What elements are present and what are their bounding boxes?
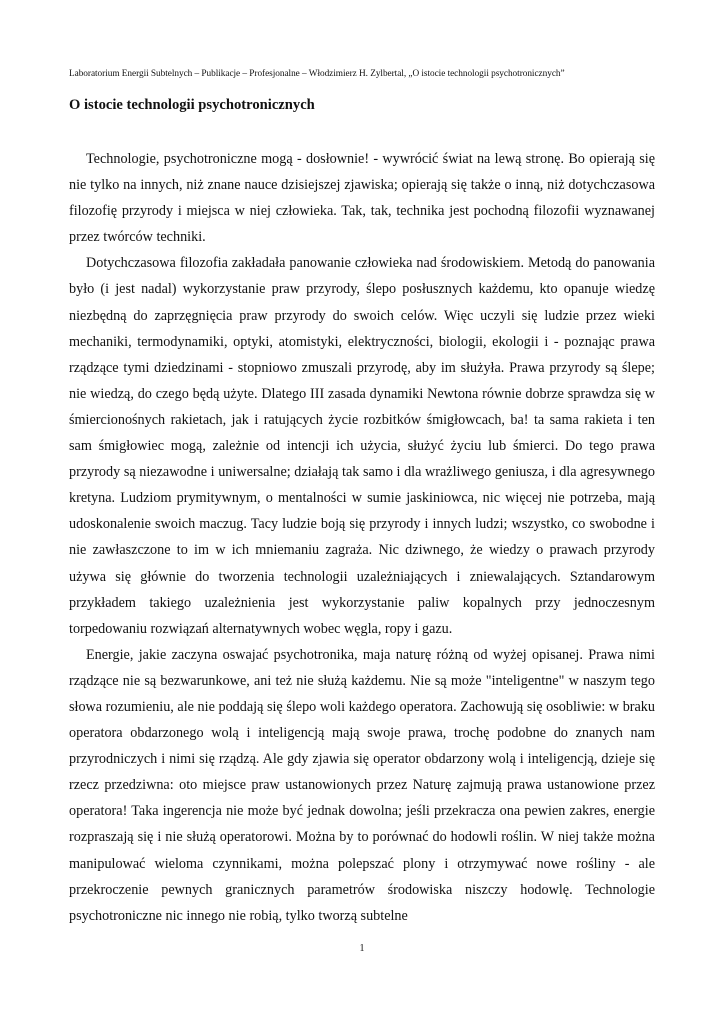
paragraph: Technologie, psychotroniczne mogą - dosłownie! - wywrócić świat na lewą stronę. Bo opierają się nie tylko na innych, niż znane nauce dzisiejszej zjawiska; opierają się także o inną, niż dotychczasowa filozofię przyrody i miejsca w niej człowieka. Tak, tak, technika jest pochodną filozofii wyznawanej przez twórców techniki. [69, 151, 655, 246]
page-title: O istocie technologii psychotronicznych [69, 97, 315, 113]
paragraph: Dotychczasowa filozofia zakładała panowanie człowieka nad środowiskiem. Metodą do panowania było (i jest nadal) wykorzystanie praw przyrody, ślepo posłusznych każdemu, kto opanuje wiedzę niezbędną do zaprzęgnięcia praw przyrody do swoich celów. Więc uczyli się ludzie przez wieki mechaniki, termodynamiki, optyki, atomistyki, elektryczności, biologii, ekologii i - poznając prawa rządzące tymi dziedzinami - stopniowo zmuszali przyrodę, aby im służyła. Prawa przyrody są ślepe; nie wiedzą, do czego będą użyte. Dlatego III zasada dynamiki Newtona równie dobrze sprawdza się w śmiercionośnych rakietach, jak i ratujących życie rozbitków śmigłowcach, ba! ta sama rakieta i ten sam śmigłowiec mogą, zależnie od intencji ich użycia, służyć życiu lub śmierci. Do tego prawa przyrody są niezawodne i uniwersalne; działają tak samo i dla wrażliwego geniusza, i dla agresywnego kretyna. Ludziom prymitywnym, o mentalności w sumie jaskiniowca, nic więcej nie potrzeba, mają udoskonalenie swoich maczug. Tacy ludzie boją się przyrody i innych ludzi; wszystko, co swobodne i nie zawłaszczone to im w ich mniemaniu zagraża. Nic dziwnego, że wiedzy o prawach przyrody używa się głównie do tworzenia technologii uzależniających i zniewalających. Sztandarowym przykładem takiego uzależnienia jest wykorzystanie paliw kopalnych przy jednoczesnym torpedowaniu rozwiązań alternatywnych wobec węgla, ropy i gazu. [69, 255, 655, 637]
body-text [69, 146, 655, 929]
page-number: 1 [359, 943, 365, 954]
paragraph: Energie, jakie zaczyna oswajać psychotronika, maja naturę różną od wyżej opisanej. Prawa nimi rządzące nie są bezwarunkowe, ani też nie służą każdemu. Nie są może "inteligentne" w naszym tego słowa rozumieniu, ale nie poddają się ślepo woli każdego operatora. Zachowują się osobliwie: w braku operatora obdarzonego wolą i inteligencją mają swoje prawa, trochę podobne do znanych nam przyrodniczych i nimi się rządzą. Ale gdy zjawia się operator obdarzony wolą i inteligencją, dzieje się rzecz przedziwna: oto miejsce praw ustanowionych przez Naturę zajmują prawa ustanowione przez operatora! Taka ingerencja nie może być jednak dowolna; jeśli przekracza ona pewien zakres, energie rozpraszają się i nie służą operatorowi. Można by to porównać do hodowli roślin. W niej także można manipulować wieloma czynnikami, można polepszać plony i otrzymywać nowe rośliny - ale przekroczenie pewnych granicznych parametrów środowiska niszczy hodowlę. Technologie psychotroniczne nic innego nie robią, tylko tworzą subtelne [69, 646, 655, 924]
running-header: Laboratorium Energii Subtelnych – Publikacje – Profesjonalne – Włodzimierz H. Zylbertal, „O istocie technologii psychotronicznych” [69, 69, 565, 79]
